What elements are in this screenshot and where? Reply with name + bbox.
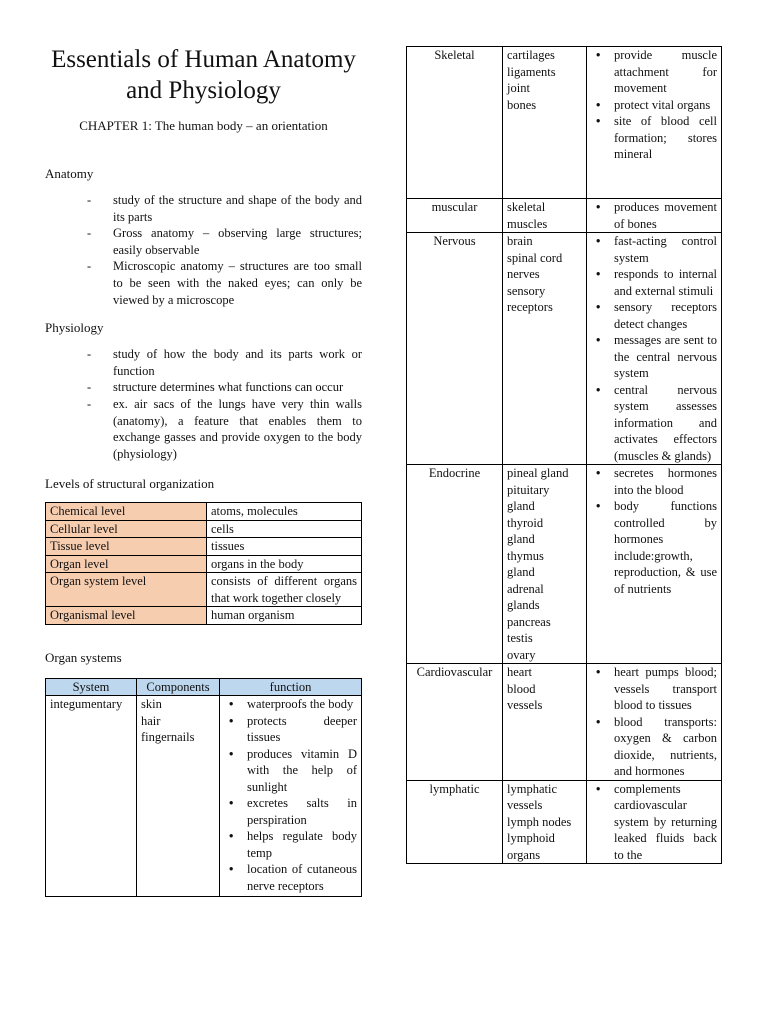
- list-item: • heart pumps blood; vessels transport blood to tissues: [591, 664, 717, 714]
- list-item: • central nervous system assesses information and activates effectors (muscles & glands): [591, 382, 717, 465]
- system-cell: Cardiovascular: [407, 664, 503, 781]
- list-item: - study of the structure and shape of the body and its parts: [85, 192, 362, 225]
- function-cell: [587, 199, 722, 233]
- levels-table: [45, 502, 362, 625]
- level-name-cell: Tissue level: [46, 538, 207, 556]
- component-item: ovary: [507, 647, 536, 662]
- component-item: organs: [507, 847, 541, 862]
- list-item: • body functions controlled by hormones include:growth, reproduction, & use of nutrients: [591, 498, 717, 597]
- title-line-2: and Physiology: [126, 77, 281, 104]
- component-item: skin: [141, 697, 162, 712]
- component-item: bones: [507, 97, 537, 112]
- function-list: [591, 47, 717, 163]
- component-item: spinal cord: [507, 250, 563, 265]
- component-item: nerves: [507, 267, 540, 281]
- table-row: [46, 555, 362, 573]
- organ-systems-heading: Organ systems: [45, 649, 122, 665]
- organ-systems-table-right: [406, 46, 722, 864]
- organ-systems-table-left: [45, 678, 362, 898]
- level-description-cell: human organism: [207, 607, 362, 625]
- components-cell: [503, 780, 587, 864]
- list-item: • excretes salts in perspiration: [224, 795, 357, 828]
- component-item: muscles: [507, 216, 548, 231]
- list-item: • site of blood cell formation; stores mineral: [591, 113, 717, 163]
- component-item: thymus: [507, 548, 544, 563]
- function-cell: [587, 47, 722, 199]
- level-name-cell: Organ level: [46, 555, 207, 573]
- system-cell: lymphatic: [407, 780, 503, 864]
- table-row: [407, 780, 722, 864]
- component-item: ligaments: [507, 64, 556, 79]
- column-header-function: function: [220, 678, 362, 696]
- levels-heading: Levels of structural organization: [45, 476, 215, 492]
- function-list: [591, 199, 717, 232]
- function-list: [591, 233, 717, 464]
- component-item: heart: [507, 665, 532, 679]
- table-row: [407, 233, 722, 465]
- function-list: [591, 781, 717, 864]
- system-cell: integumentary: [46, 696, 137, 897]
- system-cell: Nervous: [407, 233, 503, 465]
- level-description-cell: cells: [207, 520, 362, 538]
- list-item: • messages are sent to the central nervous system: [591, 332, 717, 382]
- list-item: • protect vital organs: [591, 97, 717, 114]
- component-item: lymphatic: [507, 781, 557, 796]
- function-cell: [587, 664, 722, 781]
- list-item: • fast-acting control system: [591, 233, 717, 266]
- system-cell: muscular: [407, 199, 503, 233]
- component-item: pancreas: [507, 614, 551, 629]
- component-item: lymphoid: [507, 831, 555, 845]
- component-item: gland: [507, 565, 535, 579]
- level-name-cell: Chemical level: [46, 503, 207, 521]
- component-item: receptors: [507, 300, 553, 314]
- list-item: • protects deeper tissues: [224, 713, 357, 746]
- level-name-cell: Organ system level: [46, 573, 207, 607]
- component-item: adrenal: [507, 581, 544, 596]
- table-row: [46, 520, 362, 538]
- level-name-cell: Organismal level: [46, 607, 207, 625]
- list-item: • provide muscle attachment for movement: [591, 47, 717, 97]
- list-item: • waterproofs the body: [224, 696, 357, 713]
- list-item: - study of how the body and its parts work or function: [85, 346, 362, 379]
- system-cell: Endocrine: [407, 465, 503, 664]
- function-list: [224, 696, 357, 896]
- components-cell: [503, 47, 587, 199]
- left-column: [45, 44, 362, 897]
- level-description-cell: organs in the body: [207, 555, 362, 573]
- component-item: skeletal: [507, 200, 546, 214]
- function-cell: [587, 780, 722, 864]
- column-header-system: System: [46, 678, 137, 696]
- component-item: fingernails: [141, 730, 195, 745]
- table-row: [407, 47, 722, 199]
- function-list: [591, 465, 717, 597]
- component-item: pituitary: [507, 482, 550, 497]
- list-item: • sensory receptors detect changes: [591, 299, 717, 332]
- component-item: lymph nodes: [507, 814, 572, 829]
- components-cell: [503, 664, 587, 781]
- component-item: thyroid: [507, 515, 544, 530]
- level-description-cell: tissues: [207, 538, 362, 556]
- table-row: [46, 573, 362, 607]
- anatomy-list: [45, 192, 362, 308]
- table-row: [46, 696, 362, 897]
- list-item: • blood transports: oxygen & carbon dioxide, nutrients, and hormones: [591, 714, 717, 780]
- physiology-list: [45, 346, 362, 462]
- component-item: gland: [507, 532, 535, 546]
- components-cell: [503, 465, 587, 664]
- list-item: - Gross anatomy – observing large structures; easily observable: [85, 225, 362, 258]
- component-item: glands: [507, 598, 540, 612]
- list-item: • location of cutaneous nerve receptors: [224, 861, 357, 894]
- table-row: [46, 538, 362, 556]
- component-item: sensory: [507, 283, 546, 298]
- table-header-row: [46, 678, 362, 696]
- function-cell: [220, 696, 362, 897]
- component-item: vessels: [507, 798, 543, 812]
- list-item: • helps regulate body temp: [224, 828, 357, 861]
- list-item: - Microscopic anatomy – structures are too small to be seen with the naked eyes; can only be viewed by a microscope: [85, 258, 362, 308]
- component-item: cartilages: [507, 48, 555, 62]
- list-item: • responds to internal and external stimuli: [591, 266, 717, 299]
- list-item: • produces vitamin D with the help of sunlight: [224, 746, 357, 796]
- column-header-components: Components: [137, 678, 220, 696]
- components-cell: [137, 696, 220, 897]
- table-row: [407, 664, 722, 781]
- list-item: - structure determines what functions can occur: [85, 379, 362, 396]
- function-cell: [587, 465, 722, 664]
- component-item: vessels: [507, 698, 543, 712]
- components-cell: [503, 233, 587, 465]
- component-item: pineal gland: [507, 466, 569, 480]
- function-list: [591, 664, 717, 780]
- chapter-subtitle: CHAPTER 1: The human body – an orientation: [79, 118, 328, 133]
- level-name-cell: Cellular level: [46, 520, 207, 538]
- component-item: joint: [507, 81, 530, 95]
- level-description-cell: consists of different organs that work together closely: [207, 573, 362, 607]
- title-line-1: Essentials of Human Anatomy: [51, 46, 356, 73]
- system-cell: Skeletal: [407, 47, 503, 199]
- document-title: [45, 44, 362, 106]
- physiology-heading: Physiology: [45, 320, 104, 336]
- table-row: [46, 503, 362, 521]
- component-item: hair: [141, 713, 161, 728]
- function-cell: [587, 233, 722, 465]
- table-row: [46, 607, 362, 625]
- component-item: brain: [507, 234, 533, 248]
- list-item: • produces movement of bones: [591, 199, 717, 232]
- level-description-cell: atoms, molecules: [207, 503, 362, 521]
- list-item: • secretes hormones into the blood: [591, 465, 717, 498]
- component-item: testis: [507, 631, 533, 645]
- right-column: [406, 46, 722, 964]
- table-row: [407, 465, 722, 664]
- list-item: - ex. air sacs of the lungs have very thin walls (anatomy), a feature that enables them to exchange gasses and provide oxygen to the body (physiology): [85, 396, 362, 462]
- table-row: [407, 199, 722, 233]
- components-cell: [503, 199, 587, 233]
- component-item: gland: [507, 499, 535, 513]
- anatomy-heading: Anatomy: [45, 166, 94, 181]
- component-item: blood: [507, 681, 536, 696]
- list-item: • complements cardiovascular system by returning leaked fluids back to the: [591, 781, 717, 864]
